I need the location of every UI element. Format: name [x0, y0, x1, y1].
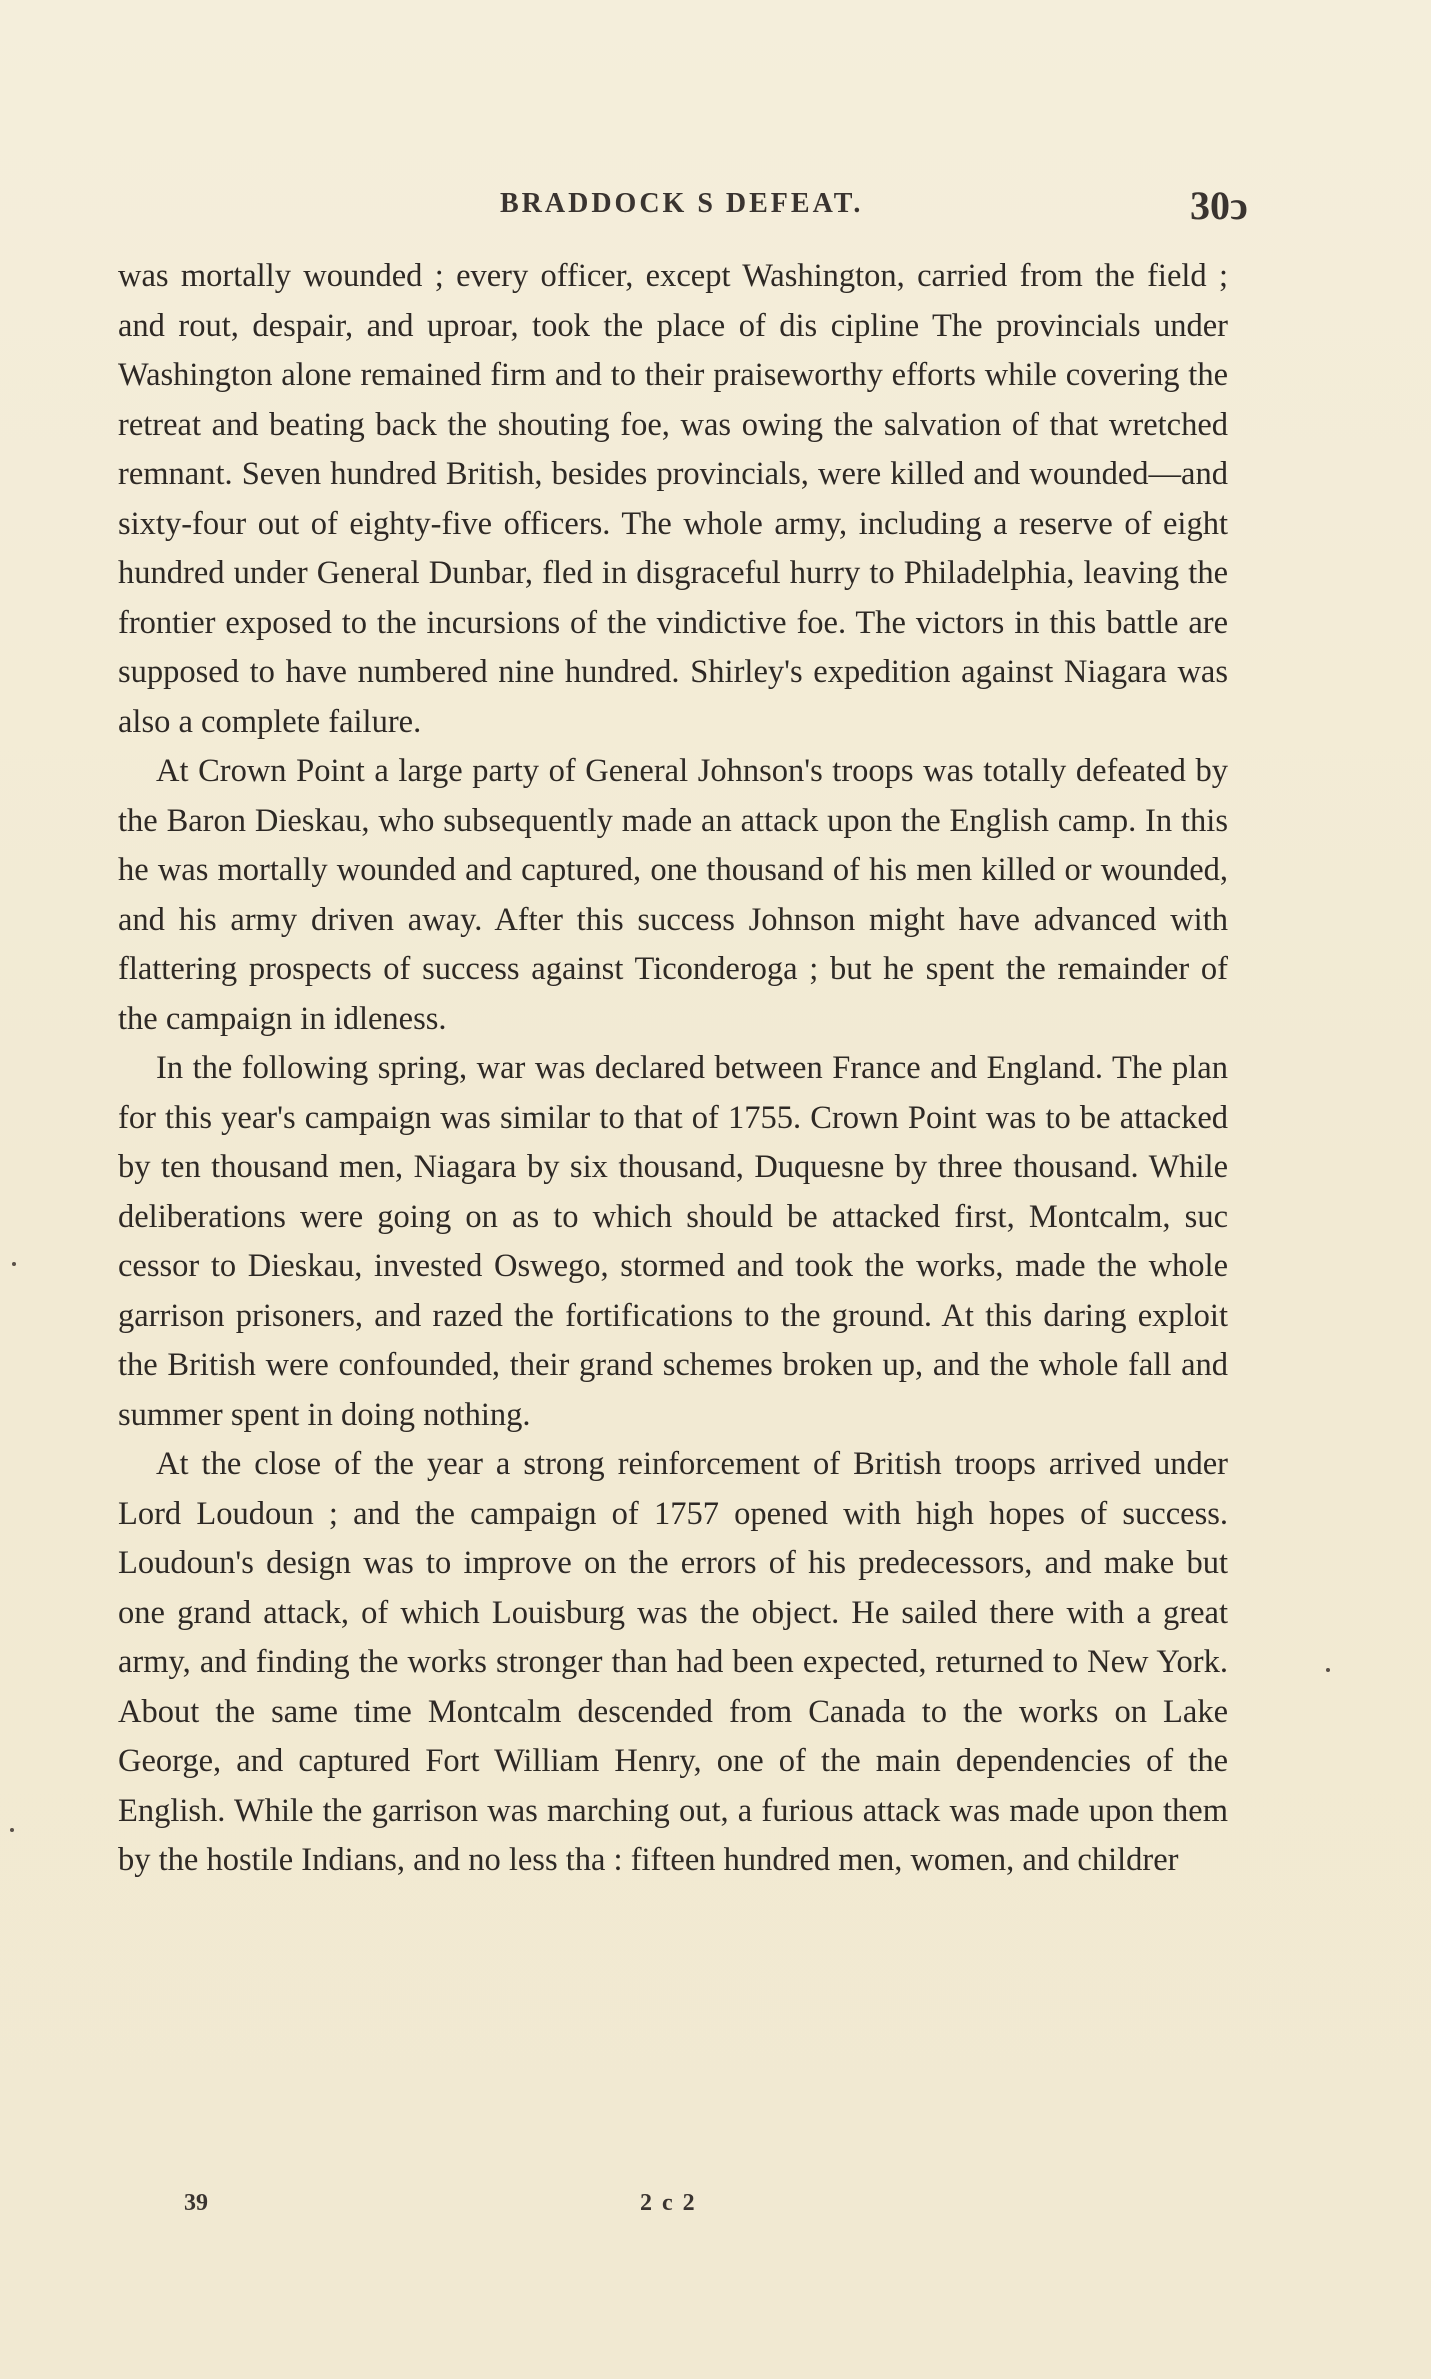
ink-speck	[12, 1262, 16, 1266]
running-title: BRADDOCK S DEFEAT.	[500, 188, 864, 219]
paragraph: At the close of the year a strong reinforcement of British troops arrived under Lord Loudoun ; and the campaign of 1757 opened with high hopes of success. Loudoun's design was to improve on the errors of his predecessors, and make but one grand attack, of which Louisburg was the object. He sailed there with a great army, and finding the works stronger than had been expected, returned to New York. About the same time Montcalm descended from Canada to the works on Lake George, and captured Fort William Henry, one of the main dependencies of the English. While the garrison was marching out, a furious attack was made upon them by the hostile Indians, and no less tha : fifteen hundred men, women, and childrer	[118, 1446, 1228, 1878]
paragraph: In the following spring, war was declared between France and England. The plan for this year's campaign was similar to that of 1755. Crown Point was to be attacked by ten thousand men, Niagara by six thousand, Duquesne by three thousand. While deliberations were going on as to which should be attacked first, Montcalm, suc cessor to Dieskau, invested Oswego, stormed and took the works, made the whole garrison prisoners, and razed the fortifications to the ground. At this daring exploit the British were confounded, their grand schemes broken up, and the whole fall and summer spent in doing nothing.	[118, 1050, 1228, 1433]
signature-number: 39	[184, 2190, 208, 2216]
signature-mark: 2 c 2	[640, 2190, 697, 2216]
paragraph: was mortally wounded ; every officer, except Washington, carried from the field ; and rout, despair, and uproar, took the place of dis cipline The provincials under Washington alone remained firm and to their praiseworthy efforts while covering the retreat and beating back the shouting foe, was owing the salvation of that wretched remnant. Seven hundred British, besides provincials, were killed and wounded—and sixty-four out of eighty-five officers. The whole army, including a reserve of eight hundred under General Dunbar, fled in disgraceful hurry to Philadelphia, leaving the frontier exposed to the incursions of the vindictive foe. The victors in this battle are supposed to have numbered nine hundred. Shirley's expedition against Niagara was also a complete failure.	[118, 258, 1228, 740]
paragraph: At Crown Point a large party of General Johnson's troops was totally defeated by the Baron Dieskau, who subsequently made an attack upon the English camp. In this he was mortally wounded and captured, one thousand of his men killed or wounded, and his army driven away. After this success Johnson might have advanced with flattering prospects of success against Ticonderoga ; but he spent the remainder of the campaign in idleness.	[118, 753, 1228, 1037]
ink-speck	[1326, 1668, 1330, 1672]
body-text	[118, 252, 1228, 1886]
page-number: 30ↄ	[1190, 183, 1248, 228]
page-footer	[0, 2190, 1431, 2220]
ink-speck	[10, 1828, 14, 1832]
running-head	[0, 183, 1431, 228]
